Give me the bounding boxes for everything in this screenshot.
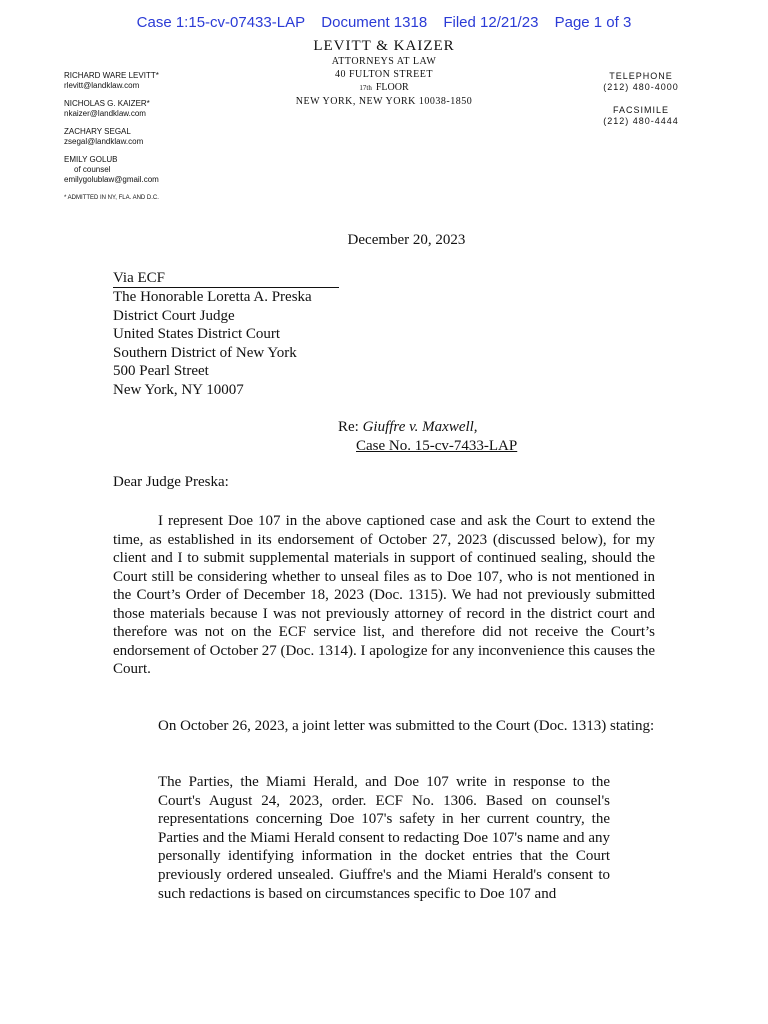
firm-street: 40 FULTON STREET: [334, 69, 433, 80]
attorney-entry: [64, 99, 214, 119]
recipient-address: [113, 269, 339, 400]
ecf-header-stamp: [0, 14, 768, 31]
admitted-note: * ADMITTED IN NY, FLA. AND D.C.: [64, 195, 159, 201]
firm-subtitle: ATTORNEYS AT LAW: [331, 56, 437, 67]
document-number: Document 1318: [321, 14, 428, 31]
letter-date: December 20, 2023: [347, 232, 466, 248]
address-line: Southern District of New York: [113, 344, 297, 361]
body-paragraph: On October 26, 2023, a joint letter was submitted to the Court (Doc. 1313) stating:: [158, 718, 655, 734]
salutation: Dear Judge Preska:: [113, 474, 229, 490]
attorney-email: rlevitt@landklaw.com: [64, 81, 140, 90]
address-line: New York, NY 10007: [113, 381, 244, 398]
page-indicator: Page 1 of 3: [554, 14, 632, 31]
attorney-name: RICHARD WARE LEVITT*: [64, 71, 159, 80]
address-line: The Honorable Loretta A. Preska: [113, 289, 312, 305]
contact-block: [596, 71, 686, 127]
attorney-name: ZACHARY SEGAL: [64, 127, 131, 136]
filed-date: Filed 12/21/23: [443, 14, 539, 31]
delivery-method: Via ECF: [113, 270, 339, 288]
attorney-name: EMILY GOLUB: [64, 155, 118, 164]
firm-name: LEVITT & KAIZER: [313, 38, 455, 54]
case-number: Case 1:15-cv-07433-LAP: [136, 14, 306, 31]
address-line: United States District Court: [113, 326, 281, 343]
address-line: District Court Judge: [113, 307, 235, 324]
address-line: 500 Pearl Street: [113, 363, 209, 380]
attorney-email: emilygolublaw@gmail.com: [64, 175, 159, 184]
body-paragraph: I represent Doe 107 in the above captioned case and ask the Court to extend the time, as established in its endorsement of October 27, 2023 (discussed below), for my client and I to submit supplemental materials in support of continued sealing, should the Court still be considering whether to unseal files as to Doe 107, who is not mentioned in the Court’s Order of December 18, 2023 (Doc. 1315). We had not previously submitted those materials because I was not previously attorney of record in the district court and therefore was not on the ECF service list, and therefore did not receive the Court’s endorsement of October 27 (Doc. 1314). I apologize for any inconvenience this causes the Court.: [113, 513, 655, 677]
re-line: [338, 418, 517, 456]
attorney-entry: [64, 127, 214, 147]
floor-word: FLOOR: [375, 82, 409, 93]
re-case-number: Case No. 15-cv-7433-LAP: [356, 438, 518, 454]
firm-city: NEW YORK, NEW YORK 10038-1850: [295, 96, 473, 107]
attorney-entry: [64, 155, 214, 185]
attorney-entry: [64, 71, 214, 91]
floor-ordinal: 17th: [359, 84, 372, 92]
attorney-list: [64, 71, 214, 203]
telephone-label: TELEPHONE: [609, 71, 673, 81]
facsimile-number: (212) 480-4444: [603, 116, 679, 126]
facsimile-label: FACSIMILE: [612, 105, 669, 115]
attorney-name: NICHOLAS G. KAIZER*: [64, 99, 150, 108]
attorney-note: of counsel: [74, 165, 111, 174]
case-caption: Giuffre v. Maxwell,: [362, 419, 478, 435]
re-label: Re:: [338, 419, 359, 435]
block-quote: The Parties, the Miami Herald, and Doe 107 write in response to the Court's August 24, 2023, order. ECF No. 1306. Based on counsel's representations concerning Doe 107's safety in her current country, the Parties and the Miami Herald consent to redacting Doe 107's name and any personally identifying information in the docket entries that the Court previously ordered unsealed. Giuffre's and the Miami Herald's consent to such redactions is based on circumstances specific to Doe 107 and: [158, 774, 610, 902]
attorney-email: nkaizer@landklaw.com: [64, 109, 146, 118]
attorney-email: zsegal@landklaw.com: [64, 137, 144, 146]
telephone-number: (212) 480-4000: [603, 82, 679, 92]
